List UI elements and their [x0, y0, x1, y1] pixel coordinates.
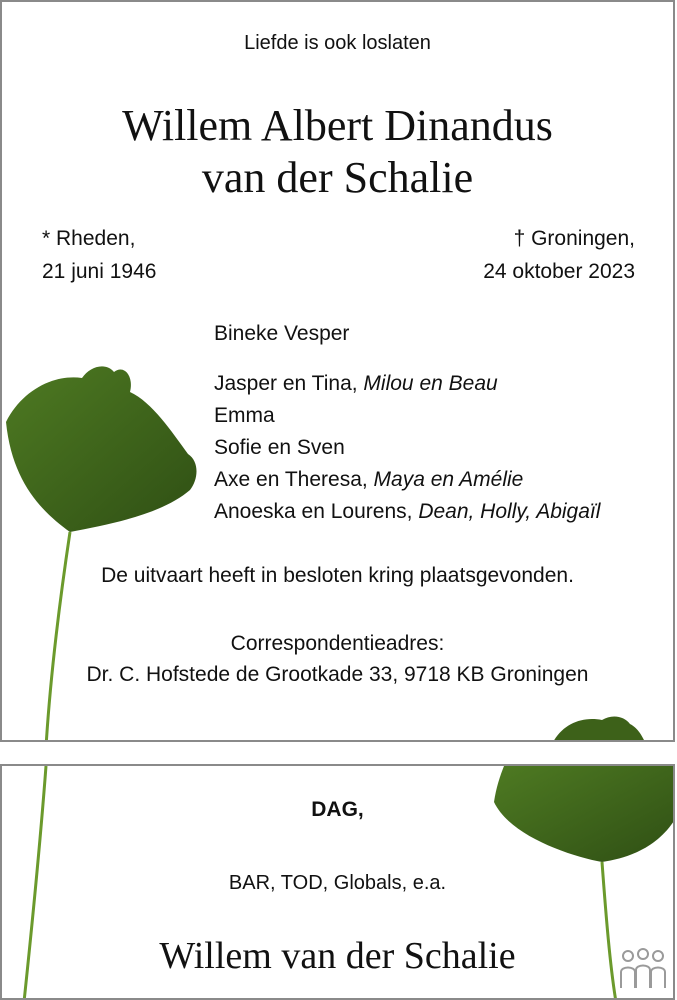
death-info: [483, 222, 635, 288]
family-line: Sofie en Sven: [214, 436, 345, 459]
family-line: Emma: [214, 404, 275, 427]
partner-name: Bineke Vesper: [214, 322, 350, 345]
death-place: † Groningen,: [513, 227, 635, 250]
senders: BAR, TOD, Globals, e.a.: [228, 872, 447, 894]
correspondence: [2, 628, 673, 690]
correspondence-label: Correspondentieadres:: [230, 632, 445, 655]
correspondence-address: Dr. C. Hofstede de Grootkade 33, 9718 KB Groningen: [86, 663, 589, 686]
ginkgo-leaf-icon: [542, 714, 652, 742]
birth-place: * Rheden,: [42, 227, 136, 250]
deceased-full-name: [2, 100, 673, 204]
family-list: [214, 318, 600, 528]
greeting: DAG,: [311, 798, 364, 821]
motto: Liefde is ook loslaten: [244, 32, 431, 54]
name-line: Willem Albert Dinandus: [122, 101, 553, 150]
birth-info: [42, 222, 156, 288]
name-line: van der Schalie: [201, 153, 474, 202]
funeral-note: De uitvaart heeft in besloten kring plaatsgevonden.: [101, 564, 574, 587]
family-line: Anoeska en Lourens, Dean, Holly, Abigaïl: [214, 500, 601, 523]
family-line: Axe en Theresa, Maya en Amélie: [214, 468, 524, 491]
condolence-card: [0, 764, 675, 1000]
deceased-short-name: Willem van der Schalie: [159, 935, 516, 977]
birth-date: 21 juni 1946: [42, 260, 157, 283]
death-date: 24 oktober 2023: [483, 260, 635, 283]
family-line: Jasper en Tina, Milou en Beau: [214, 372, 498, 395]
